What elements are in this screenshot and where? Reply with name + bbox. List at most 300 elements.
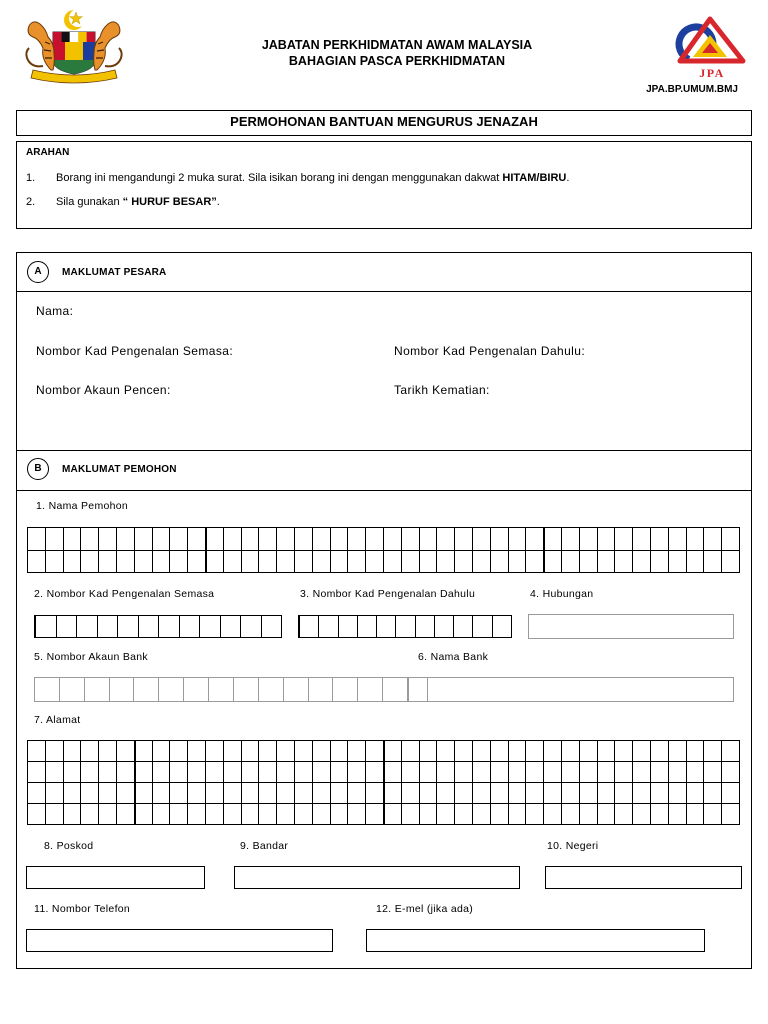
alamat-char-box[interactable] — [259, 741, 277, 762]
alamat-char-box[interactable] — [366, 804, 384, 825]
alamat-char-box[interactable] — [170, 762, 188, 783]
alamat-char-box[interactable] — [598, 783, 616, 804]
nama-pemohon-char-box[interactable] — [402, 551, 420, 574]
akaun-bank-digit-box[interactable] — [60, 678, 85, 702]
alamat-char-box[interactable] — [669, 783, 687, 804]
nama-pemohon-char-box[interactable] — [544, 528, 562, 551]
alamat-char-box[interactable] — [366, 741, 384, 762]
alamat-char-box[interactable] — [598, 741, 616, 762]
instruction-end: . — [566, 172, 570, 184]
alamat-char-box[interactable] — [633, 762, 651, 783]
akaun-bank-digit-box[interactable] — [209, 678, 234, 702]
nama-pemohon-char-box[interactable] — [170, 528, 188, 551]
alamat-char-box[interactable] — [562, 762, 580, 783]
ic-dahulu-char-box[interactable] — [416, 616, 435, 638]
alamat-char-box[interactable] — [313, 741, 331, 762]
alamat-char-box[interactable] — [598, 762, 616, 783]
akaun-bank-digit-box[interactable] — [309, 678, 334, 702]
alamat-char-box[interactable] — [81, 741, 99, 762]
alamat-char-box[interactable] — [687, 741, 705, 762]
alamat-char-box[interactable] — [224, 804, 242, 825]
hubungan-label: 4. Hubungan — [530, 588, 594, 600]
ic-dahulu-char-box[interactable] — [396, 616, 415, 638]
nama-pemohon-char-box[interactable] — [99, 528, 117, 551]
alamat-char-box[interactable] — [402, 783, 420, 804]
alamat-char-box[interactable] — [277, 804, 295, 825]
alamat-char-box[interactable] — [295, 783, 313, 804]
alamat-char-box[interactable] — [99, 762, 117, 783]
alamat-char-box[interactable] — [580, 804, 598, 825]
alamat-char-box[interactable] — [224, 741, 242, 762]
alamat-char-box[interactable] — [277, 783, 295, 804]
ic-semasa-digit-box[interactable] — [36, 616, 57, 638]
alamat-char-box[interactable] — [135, 804, 153, 825]
alamat-char-box[interactable] — [117, 804, 135, 825]
nama-pemohon-char-box[interactable] — [526, 528, 544, 551]
emel-input[interactable] — [366, 929, 705, 952]
alamat-char-box[interactable] — [117, 783, 135, 804]
nama-pemohon-char-box[interactable] — [28, 551, 46, 574]
alamat-char-box[interactable] — [420, 741, 438, 762]
nama-pemohon-char-box[interactable] — [188, 551, 206, 574]
alamat-char-box[interactable] — [64, 783, 82, 804]
alamat-char-box[interactable] — [81, 783, 99, 804]
nama-pemohon-char-box[interactable] — [117, 528, 135, 551]
nama-pemohon-char-box[interactable] — [46, 551, 64, 574]
nama-pemohon-char-box[interactable] — [580, 528, 598, 551]
alamat-char-box[interactable] — [188, 741, 206, 762]
alamat-char-box[interactable] — [188, 783, 206, 804]
nama-pemohon-char-box[interactable] — [117, 551, 135, 574]
akaun-bank-digit-box[interactable] — [85, 678, 110, 702]
alamat-char-box[interactable] — [384, 783, 402, 804]
alamat-char-box[interactable] — [295, 804, 313, 825]
emel-label: 12. E-mel (jika ada) — [376, 903, 474, 915]
nama-pemohon-char-box[interactable] — [384, 551, 402, 574]
ic-semasa-digit-box[interactable] — [118, 616, 139, 638]
nama-pemohon-char-box[interactable] — [687, 528, 705, 551]
alamat-char-box[interactable] — [313, 804, 331, 825]
jpa-logo — [670, 14, 748, 82]
nama-pemohon-char-box[interactable] — [153, 551, 171, 574]
nama-pemohon-char-box[interactable] — [615, 528, 633, 551]
alamat-char-box[interactable] — [331, 783, 349, 804]
nama-pemohon-char-box[interactable] — [402, 528, 420, 551]
ic-semasa-digit-box[interactable] — [98, 616, 119, 638]
division-name: BAHAGIAN PASCA PERKHIDMATAN — [288, 54, 506, 68]
nama-pemohon-char-box[interactable] — [651, 528, 669, 551]
nama-pemohon-char-box[interactable] — [562, 528, 580, 551]
nama-pemohon-char-box[interactable] — [509, 528, 527, 551]
ic-dahulu-char-box[interactable] — [377, 616, 396, 638]
nama-pemohon-char-box[interactable] — [224, 551, 242, 574]
nama-pemohon-char-box[interactable] — [242, 551, 260, 574]
alamat-char-box[interactable] — [46, 741, 64, 762]
nama-pemohon-char-box[interactable] — [188, 528, 206, 551]
alamat-char-box[interactable] — [28, 762, 46, 783]
nama-pemohon-char-box[interactable] — [153, 528, 171, 551]
hubungan-input[interactable] — [528, 614, 734, 639]
nama-pemohon-char-box[interactable] — [277, 551, 295, 574]
alamat-char-box[interactable] — [509, 783, 527, 804]
alamat-char-box[interactable] — [722, 783, 740, 804]
nama-pemohon-char-box[interactable] — [259, 528, 277, 551]
alamat-char-box[interactable] — [188, 804, 206, 825]
alamat-char-box[interactable] — [46, 804, 64, 825]
nama-pemohon-char-box[interactable] — [473, 551, 491, 574]
alamat-char-box[interactable] — [242, 741, 260, 762]
alamat-char-box[interactable] — [491, 783, 509, 804]
alamat-char-box[interactable] — [277, 762, 295, 783]
alamat-char-box[interactable] — [615, 741, 633, 762]
section-a-badge: A — [27, 261, 49, 283]
akaun-bank-digit-box[interactable] — [358, 678, 383, 702]
nama-pemohon-char-box[interactable] — [544, 551, 562, 574]
nama-pemohon-char-box[interactable] — [562, 551, 580, 574]
ic-semasa-digit-box[interactable] — [159, 616, 180, 638]
alamat-char-box[interactable] — [437, 762, 455, 783]
alamat-char-box[interactable] — [153, 783, 171, 804]
nama-pemohon-char-box[interactable] — [722, 528, 740, 551]
alamat-char-box[interactable] — [615, 804, 633, 825]
alamat-char-box[interactable] — [206, 741, 224, 762]
alamat-char-box[interactable] — [562, 741, 580, 762]
nama-bank-prefix-box[interactable] — [409, 678, 428, 701]
nama-pemohon-char-box[interactable] — [295, 551, 313, 574]
nama-pemohon-char-box[interactable] — [526, 551, 544, 574]
nama-pemohon-char-box[interactable] — [509, 551, 527, 574]
ic-semasa-digit-box[interactable] — [262, 616, 283, 638]
ic-semasa-digit-box[interactable] — [57, 616, 78, 638]
alamat-char-box[interactable] — [46, 783, 64, 804]
alamat-char-box[interactable] — [651, 741, 669, 762]
alamat-char-box[interactable] — [170, 741, 188, 762]
alamat-char-box[interactable] — [526, 804, 544, 825]
akaun-bank-digit-box[interactable] — [234, 678, 259, 702]
alamat-char-box[interactable] — [348, 741, 366, 762]
alamat-char-box[interactable] — [224, 762, 242, 783]
nama-pemohon-char-box[interactable] — [135, 528, 153, 551]
nama-pemohon-char-box[interactable] — [64, 551, 82, 574]
alamat-char-box[interactable] — [704, 783, 722, 804]
ic-dahulu-char-box[interactable] — [339, 616, 358, 638]
bandar-input[interactable] — [234, 866, 520, 889]
alamat-char-box[interactable] — [28, 804, 46, 825]
nama-pemohon-grid[interactable] — [27, 527, 740, 573]
nama-pemohon-char-box[interactable] — [491, 528, 509, 551]
alamat-char-box[interactable] — [295, 762, 313, 783]
akaun-bank-digit-box[interactable] — [184, 678, 209, 702]
nama-pemohon-char-box[interactable] — [455, 528, 473, 551]
alamat-char-box[interactable] — [526, 783, 544, 804]
alamat-char-box[interactable] — [313, 783, 331, 804]
poskod-input[interactable] — [26, 866, 205, 889]
alamat-char-box[interactable] — [420, 783, 438, 804]
nama-pemohon-char-box[interactable] — [669, 528, 687, 551]
nama-pemohon-char-box[interactable] — [313, 528, 331, 551]
alamat-char-box[interactable] — [117, 762, 135, 783]
nama-pemohon-char-box[interactable] — [687, 551, 705, 574]
akaun-bank-digit-box[interactable] — [383, 678, 408, 702]
nama-pemohon-char-box[interactable] — [135, 551, 153, 574]
nama-pemohon-char-box[interactable] — [420, 551, 438, 574]
alamat-char-box[interactable] — [366, 762, 384, 783]
alamat-char-box[interactable] — [455, 804, 473, 825]
alamat-grid[interactable] — [27, 740, 740, 825]
akaun-bank-digit-box[interactable] — [333, 678, 358, 702]
alamat-char-box[interactable] — [455, 762, 473, 783]
alamat-char-box[interactable] — [473, 741, 491, 762]
nama-pemohon-char-box[interactable] — [580, 551, 598, 574]
nama-pemohon-char-box[interactable] — [384, 528, 402, 551]
alamat-char-box[interactable] — [81, 804, 99, 825]
alamat-char-box[interactable] — [331, 741, 349, 762]
alamat-char-box[interactable] — [722, 741, 740, 762]
nama-pemohon-char-box[interactable] — [170, 551, 188, 574]
alamat-char-box[interactable] — [117, 741, 135, 762]
nama-pemohon-char-box[interactable] — [224, 528, 242, 551]
alamat-char-box[interactable] — [99, 741, 117, 762]
akaun-bank-digit-box[interactable] — [110, 678, 135, 702]
alamat-char-box[interactable] — [135, 783, 153, 804]
nama-bank-input[interactable] — [408, 677, 734, 702]
alamat-char-box[interactable] — [46, 762, 64, 783]
alamat-char-box[interactable] — [259, 783, 277, 804]
nama-pemohon-char-box[interactable] — [331, 551, 349, 574]
nama-pemohon-char-box[interactable] — [420, 528, 438, 551]
alamat-char-box[interactable] — [64, 741, 82, 762]
alamat-char-box[interactable] — [509, 741, 527, 762]
section-divider — [16, 450, 752, 451]
alamat-char-box[interactable] — [687, 804, 705, 825]
alamat-char-box[interactable] — [206, 804, 224, 825]
alamat-char-box[interactable] — [384, 741, 402, 762]
alamat-char-box[interactable] — [242, 804, 260, 825]
alamat-char-box[interactable] — [669, 762, 687, 783]
alamat-char-box[interactable] — [242, 783, 260, 804]
alamat-char-box[interactable] — [526, 741, 544, 762]
nama-pemohon-char-box[interactable] — [277, 528, 295, 551]
alamat-char-box[interactable] — [669, 804, 687, 825]
alamat-char-box[interactable] — [562, 783, 580, 804]
alamat-char-box[interactable] — [420, 762, 438, 783]
akaun-bank-digit-box[interactable] — [35, 678, 60, 702]
ic-dahulu-char-box[interactable] — [493, 616, 512, 638]
alamat-char-box[interactable] — [64, 762, 82, 783]
alamat-char-box[interactable] — [526, 762, 544, 783]
alamat-char-box[interactable] — [437, 741, 455, 762]
alamat-char-box[interactable] — [615, 783, 633, 804]
alamat-char-box[interactable] — [28, 783, 46, 804]
instruction-number: 1. — [26, 172, 36, 184]
alamat-char-box[interactable] — [135, 741, 153, 762]
alamat-char-box[interactable] — [633, 741, 651, 762]
ic-dahulu-grid[interactable] — [298, 615, 512, 638]
alamat-char-box[interactable] — [402, 762, 420, 783]
nama-pemohon-char-box[interactable] — [437, 528, 455, 551]
alamat-char-box[interactable] — [28, 741, 46, 762]
nama-pemohon-char-box[interactable] — [242, 528, 260, 551]
ic-semasa-digit-box[interactable] — [200, 616, 221, 638]
alamat-char-box[interactable] — [562, 804, 580, 825]
alamat-char-box[interactable] — [544, 741, 562, 762]
alamat-char-box[interactable] — [348, 762, 366, 783]
nama-pemohon-char-box[interactable] — [704, 528, 722, 551]
ic-dahulu-char-box[interactable] — [300, 616, 319, 638]
nama-pemohon-char-box[interactable] — [473, 528, 491, 551]
alamat-char-box[interactable] — [598, 804, 616, 825]
nama-pemohon-char-box[interactable] — [295, 528, 313, 551]
nama-pemohon-char-box[interactable] — [46, 528, 64, 551]
nama-pemohon-char-box[interactable] — [633, 551, 651, 574]
alamat-char-box[interactable] — [580, 741, 598, 762]
alamat-char-box[interactable] — [135, 762, 153, 783]
alamat-char-box[interactable] — [633, 783, 651, 804]
alamat-char-box[interactable] — [402, 741, 420, 762]
nama-pemohon-char-box[interactable] — [598, 551, 616, 574]
alamat-char-box[interactable] — [687, 762, 705, 783]
alamat-char-box[interactable] — [384, 804, 402, 825]
nama-pemohon-char-box[interactable] — [64, 528, 82, 551]
akaun-bank-digit-box[interactable] — [284, 678, 309, 702]
ic-semasa-digit-box[interactable] — [221, 616, 242, 638]
alamat-char-box[interactable] — [669, 741, 687, 762]
alamat-char-box[interactable] — [188, 762, 206, 783]
alamat-char-box[interactable] — [170, 783, 188, 804]
ic-semasa-digit-box[interactable] — [180, 616, 201, 638]
ic-semasa-digit-box[interactable] — [241, 616, 262, 638]
alamat-char-box[interactable] — [473, 804, 491, 825]
alamat-char-box[interactable] — [402, 804, 420, 825]
nama-pemohon-char-box[interactable] — [99, 551, 117, 574]
nama-pemohon-char-box[interactable] — [366, 528, 384, 551]
alamat-char-box[interactable] — [455, 741, 473, 762]
nama-pemohon-char-box[interactable] — [437, 551, 455, 574]
alamat-char-box[interactable] — [722, 762, 740, 783]
alamat-char-box[interactable] — [153, 804, 171, 825]
alamat-char-box[interactable] — [580, 783, 598, 804]
alamat-char-box[interactable] — [544, 804, 562, 825]
alamat-char-box[interactable] — [206, 762, 224, 783]
alamat-char-box[interactable] — [704, 741, 722, 762]
alamat-char-box[interactable] — [437, 783, 455, 804]
alamat-char-box[interactable] — [313, 762, 331, 783]
alamat-char-box[interactable] — [153, 762, 171, 783]
alamat-char-box[interactable] — [259, 762, 277, 783]
alamat-char-box[interactable] — [99, 783, 117, 804]
alamat-char-box[interactable] — [455, 783, 473, 804]
nama-pemohon-char-box[interactable] — [633, 528, 651, 551]
ic-semasa-grid[interactable] — [34, 615, 282, 638]
nama-pemohon-char-box[interactable] — [331, 528, 349, 551]
alamat-char-box[interactable] — [651, 762, 669, 783]
ic-dahulu-char-box[interactable] — [358, 616, 377, 638]
nama-pemohon-char-box[interactable] — [81, 528, 99, 551]
alamat-char-box[interactable] — [704, 762, 722, 783]
nama-pemohon-char-box[interactable] — [206, 551, 224, 574]
nama-pemohon-char-box[interactable] — [651, 551, 669, 574]
akaun-bank-digit-box[interactable] — [259, 678, 284, 702]
alamat-char-box[interactable] — [722, 804, 740, 825]
alamat-char-box[interactable] — [277, 741, 295, 762]
ic-dahulu-char-box[interactable] — [319, 616, 338, 638]
nama-pemohon-char-box[interactable] — [669, 551, 687, 574]
akaun-bank-digit-box[interactable] — [134, 678, 159, 702]
nama-pemohon-char-box[interactable] — [455, 551, 473, 574]
akaun-bank-digit-box[interactable] — [159, 678, 184, 702]
alamat-char-box[interactable] — [633, 804, 651, 825]
nama-pemohon-char-box[interactable] — [348, 551, 366, 574]
nama-pemohon-char-box[interactable] — [704, 551, 722, 574]
alamat-char-box[interactable] — [544, 762, 562, 783]
alamat-char-box[interactable] — [153, 741, 171, 762]
nama-pemohon-char-box[interactable] — [81, 551, 99, 574]
nama-pemohon-char-box[interactable] — [206, 528, 224, 551]
alamat-char-box[interactable] — [348, 804, 366, 825]
alamat-char-box[interactable] — [651, 804, 669, 825]
alamat-char-box[interactable] — [509, 804, 527, 825]
ic-dahulu-char-box[interactable] — [473, 616, 492, 638]
alamat-char-box[interactable] — [206, 783, 224, 804]
alamat-char-box[interactable] — [295, 741, 313, 762]
alamat-char-box[interactable] — [473, 783, 491, 804]
alamat-char-box[interactable] — [491, 762, 509, 783]
alamat-char-box[interactable] — [509, 762, 527, 783]
alamat-char-box[interactable] — [420, 804, 438, 825]
ic-semasa-digit-box[interactable] — [139, 616, 160, 638]
ic-dahulu-char-box[interactable] — [435, 616, 454, 638]
alamat-char-box[interactable] — [224, 783, 242, 804]
nama-pemohon-char-box[interactable] — [366, 551, 384, 574]
ic-semasa-digit-box[interactable] — [77, 616, 98, 638]
akaun-bank-grid[interactable] — [34, 677, 408, 702]
alamat-char-box[interactable] — [580, 762, 598, 783]
alamat-char-box[interactable] — [491, 804, 509, 825]
alamat-char-box[interactable] — [544, 783, 562, 804]
alamat-char-box[interactable] — [331, 762, 349, 783]
alamat-char-box[interactable] — [331, 804, 349, 825]
ic-dahulu-char-box[interactable] — [454, 616, 473, 638]
nama-pemohon-char-box[interactable] — [348, 528, 366, 551]
nama-pemohon-char-box[interactable] — [28, 528, 46, 551]
alamat-char-box[interactable] — [651, 783, 669, 804]
alamat-char-box[interactable] — [348, 783, 366, 804]
nama-pemohon-char-box[interactable] — [491, 551, 509, 574]
alamat-char-box[interactable] — [170, 804, 188, 825]
negeri-input[interactable] — [545, 866, 742, 889]
alamat-char-box[interactable] — [437, 804, 455, 825]
pesara-ic-dahulu-label: Nombor Kad Pengenalan Dahulu: — [394, 344, 586, 358]
alamat-char-box[interactable] — [473, 762, 491, 783]
alamat-char-box[interactable] — [687, 783, 705, 804]
telefon-input[interactable] — [26, 929, 333, 952]
nama-pemohon-char-box[interactable] — [615, 551, 633, 574]
alamat-char-box[interactable] — [259, 804, 277, 825]
alamat-char-box[interactable] — [242, 762, 260, 783]
nama-pemohon-char-box[interactable] — [722, 551, 740, 574]
alamat-char-box[interactable] — [615, 762, 633, 783]
alamat-char-box[interactable] — [384, 762, 402, 783]
nama-pemohon-char-box[interactable] — [313, 551, 331, 574]
alamat-char-box[interactable] — [366, 783, 384, 804]
alamat-char-box[interactable] — [81, 762, 99, 783]
alamat-char-box[interactable] — [491, 741, 509, 762]
alamat-char-box[interactable] — [64, 804, 82, 825]
alamat-char-box[interactable] — [704, 804, 722, 825]
alamat-char-box[interactable] — [99, 804, 117, 825]
nama-pemohon-char-box[interactable] — [598, 528, 616, 551]
nama-pemohon-char-box[interactable] — [259, 551, 277, 574]
